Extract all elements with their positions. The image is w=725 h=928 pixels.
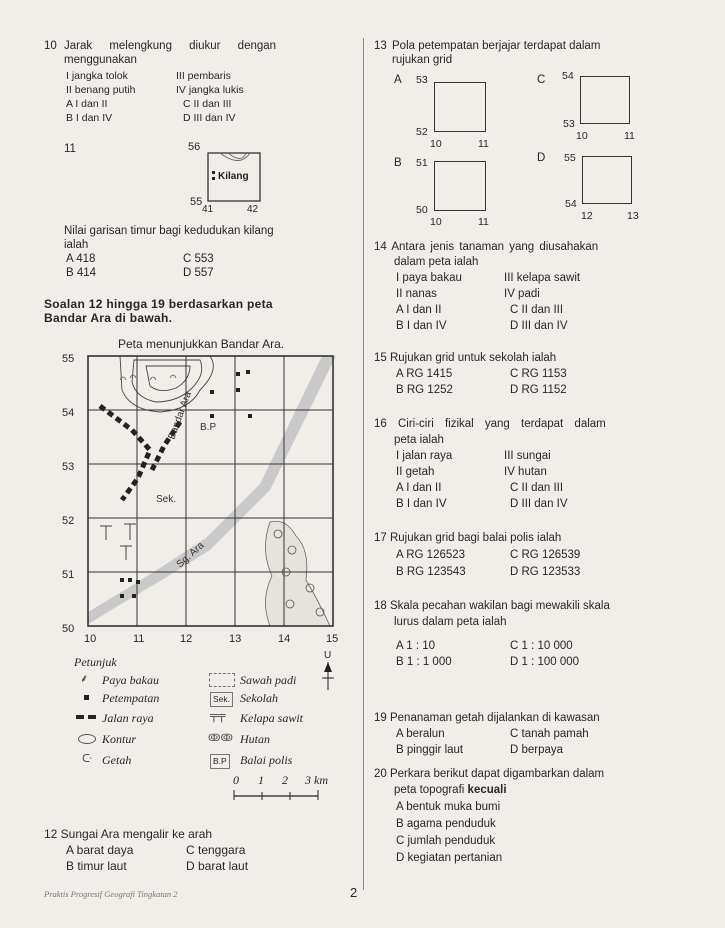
q11-label-55: 55: [190, 196, 203, 208]
q17-answer-b[interactable]: B RG 123543: [396, 566, 466, 578]
map-title: Peta menunjukkan Bandar Ara.: [118, 337, 285, 351]
q13-a-label-b2: 11: [478, 138, 489, 150]
school-legend-icon: Sek.: [210, 692, 233, 707]
contour-legend-icon: [78, 734, 96, 744]
q19-answer-b[interactable]: B pinggir laut: [396, 744, 464, 756]
q18-answer-d[interactable]: D 1 : 100 000: [510, 656, 580, 668]
q18-answer-c[interactable]: C 1 : 10 000: [510, 640, 573, 652]
legend-sekolah: Sekolah: [240, 691, 278, 705]
q16-option-4: IV hutan: [504, 466, 547, 478]
q13-d-label-left: 54: [565, 198, 577, 210]
axis-x-10: 10: [84, 633, 97, 645]
q12-answer-b[interactable]: B timur laut: [66, 859, 127, 873]
q14-option-4: IV padi: [504, 288, 540, 300]
q16-option-2: II getah: [396, 466, 435, 478]
label-sg-ara: Sg. Ara: [174, 540, 207, 571]
q20-text-2-plain: peta topografi: [394, 784, 465, 796]
q12-answer-c[interactable]: C tenggara: [186, 843, 246, 857]
q19-answer-a[interactable]: A beralun: [396, 728, 445, 740]
q19-answer-c[interactable]: C tanah pamah: [510, 728, 589, 740]
sawah-padi-legend-icon: [209, 673, 235, 687]
q10-option-4: IV jangka lukis: [176, 84, 244, 96]
q10-answer-b[interactable]: B I dan IV: [66, 112, 113, 124]
q10-text-2: menggunakan: [64, 54, 137, 66]
scale-label-0: 0: [233, 773, 239, 787]
q11-answer-c[interactable]: C 553: [183, 253, 214, 265]
legend-kelapa-sawit: Kelapa sawit: [240, 711, 304, 725]
legend-getah: Getah: [102, 753, 132, 767]
q10-answer-a[interactable]: A I dan II: [66, 98, 108, 110]
q20-answer-d[interactable]: D kegiatan pertanian: [396, 852, 503, 864]
section-intro-2: Bandar Ara di bawah.: [44, 311, 173, 325]
q13-b-label-top: 51: [416, 157, 428, 169]
legend-jalan-raya: Jalan raya: [102, 711, 154, 725]
label-bp: B.P: [200, 422, 217, 433]
q12-answer-a[interactable]: A barat daya: [66, 843, 134, 857]
q14-answer-d[interactable]: D III dan IV: [510, 320, 568, 332]
q13-option-c-grid[interactable]: [580, 76, 630, 124]
bandar-ara-map: [60, 350, 350, 650]
q11-answer-a[interactable]: A 418: [66, 253, 96, 265]
q11-label-56: 56: [188, 141, 201, 153]
q19-text: 19 Penanaman getah dijalankan di kawasan: [374, 712, 600, 724]
q11-answer-b[interactable]: B 414: [66, 267, 97, 279]
section-intro: Soalan 12 hingga 19 berdasarkan peta: [44, 297, 273, 311]
q13-a-label-top: 53: [416, 74, 428, 86]
label-sek: Sek.: [156, 494, 177, 505]
label-bandar-ara: Bandar Ara: [166, 390, 194, 442]
q13-d-label-b2: 13: [627, 210, 639, 222]
q13-option-d-letter[interactable]: D: [537, 152, 546, 164]
q11-label-42: 42: [247, 204, 259, 215]
q11-text: Nilai garisan timur bagi kedudukan kilang: [64, 225, 274, 237]
q14-answer-a[interactable]: A I dan II: [396, 304, 442, 316]
q14-answer-b[interactable]: B I dan IV: [396, 320, 447, 332]
scale-label-3: 3 km: [305, 773, 328, 787]
axis-y-51: 51: [62, 569, 75, 581]
north-label: U: [324, 650, 332, 661]
north-arrow: [318, 648, 342, 692]
q13-c-label-top: 54: [562, 70, 574, 82]
q13-b-label-b2: 11: [478, 216, 489, 228]
axis-x-15: 15: [326, 633, 339, 645]
rubber-legend-icon: ᑢ: [82, 753, 92, 765]
q16-answer-d[interactable]: D III dan IV: [510, 498, 568, 510]
jalan-raya: [100, 406, 180, 500]
q17-answer-c[interactable]: C RG 126539: [510, 549, 581, 561]
q13-option-b-letter[interactable]: B: [394, 157, 402, 169]
q12-text: 12 Sungai Ara mengalir ke arah: [44, 827, 213, 841]
q16-option-1: I jalan raya: [396, 450, 453, 462]
legend-title: Petunjuk: [74, 655, 117, 669]
q13-option-a-grid[interactable]: [434, 82, 486, 132]
road-legend-icon: [76, 715, 96, 719]
q17-text: 17 Rujukan grid bagi balai polis ialah: [374, 532, 562, 544]
q14-text: 14 Antara jenis tanaman yang diusahakan: [374, 241, 599, 253]
q18-answer-b[interactable]: B 1 : 1 000: [396, 656, 452, 668]
footer-book: Praktis Progresif Geografi Tingkatan 2: [44, 889, 178, 899]
legend-kontur: Kontur: [102, 732, 137, 746]
q10-answer-c[interactable]: C II dan III: [183, 98, 232, 110]
scale-bar: [232, 788, 322, 802]
q13-a-label-left: 52: [416, 126, 428, 138]
q14-option-2: II nanas: [396, 288, 437, 300]
q15-text: 15 Rujukan grid untuk sekolah ialah: [374, 352, 557, 364]
q11-label-41: 41: [202, 204, 214, 215]
q11-text-2: ialah: [64, 239, 89, 251]
settlement-legend-icon: [84, 695, 89, 700]
q13-a-label-b1: 10: [430, 138, 442, 150]
q10-answer-d[interactable]: D III dan IV: [183, 112, 236, 124]
palm-legend-icon: ╤╤: [210, 710, 226, 722]
scale-label-1: 1: [258, 773, 264, 787]
q15-answer-c[interactable]: C RG 1153: [510, 368, 567, 380]
police-legend-icon: B.P: [210, 754, 230, 769]
q16-text: 16 Ciri-ciri fizikal yang terdapat dalam: [374, 418, 606, 430]
q13-d-label-b1: 12: [581, 210, 593, 222]
q11-kilang-label: Kilang: [218, 171, 249, 182]
q18-text: 18 Skala pecahan wakilan bagi mewakili skala: [374, 600, 610, 612]
legend-petempatan: Petempatan: [102, 691, 160, 705]
q13-option-a-letter[interactable]: A: [394, 74, 402, 86]
axis-y-55: 55: [62, 353, 75, 365]
q17-answer-a[interactable]: A RG 126523: [396, 549, 466, 561]
q11-number: 11: [64, 143, 76, 155]
legend-balai-polis: Balai polis: [240, 753, 293, 767]
q13-text: Pola petempatan berjajar terdapat dalam: [392, 40, 601, 52]
q20-answer-c[interactable]: C jumlah penduduk: [396, 835, 496, 847]
axis-x-12: 12: [180, 633, 193, 645]
q16-option-3: III sungai: [504, 450, 551, 462]
legend-sawah-padi: Sawah padi: [240, 673, 297, 687]
q13-b-label-b1: 10: [430, 216, 442, 228]
q13-option-d-grid[interactable]: [582, 156, 632, 204]
q10-number: 10: [44, 40, 57, 52]
q13-d-label-top: 55: [564, 152, 576, 164]
page-number: 2: [350, 885, 358, 900]
q13-number: 13: [374, 40, 387, 52]
q10-text: Jarak melengkung diukur dengan: [64, 40, 277, 52]
axis-x-14: 14: [278, 633, 291, 645]
q16-answer-c[interactable]: C II dan III: [510, 482, 564, 494]
q14-option-3: III kelapa sawit: [504, 272, 581, 284]
axis-y-52: 52: [62, 515, 75, 527]
q20-text: 20 Perkara berikut dapat digambarkan dalam: [374, 768, 605, 780]
q10-option-2: II benang putih: [66, 84, 136, 96]
q13-c-label-left: 53: [563, 118, 575, 130]
q16-answer-b[interactable]: B I dan IV: [396, 498, 447, 510]
q13-text-2: rujukan grid: [392, 54, 453, 66]
forest-legend-icon: ↂↂ: [208, 733, 233, 744]
q20-text-2: [394, 784, 507, 797]
q20-answer-b[interactable]: B agama penduduk: [396, 818, 496, 830]
q13-option-c-letter[interactable]: C: [537, 74, 546, 86]
axis-y-50: 50: [62, 623, 75, 635]
q11-grid-figure: [180, 138, 290, 218]
q11-answer-d[interactable]: D 557: [183, 267, 214, 279]
q15-answer-d[interactable]: D RG 1152: [510, 384, 567, 396]
q14-text-2: dalam peta ialah: [394, 256, 479, 268]
q20-kecuali: kecuali: [467, 784, 507, 796]
q13-b-label-left: 50: [416, 204, 428, 216]
q15-answer-a[interactable]: A RG 1415: [396, 368, 453, 380]
kelapa-sawit-symbols: [100, 524, 136, 560]
q13-c-label-b2: 11: [624, 130, 635, 142]
legend-hutan: Hutan: [240, 732, 270, 746]
axis-y-53: 53: [62, 461, 75, 473]
q10-option-3: III pembaris: [176, 70, 231, 82]
q18-text-2: lurus dalam peta ialah: [394, 616, 507, 628]
scale-label-2: 2: [282, 773, 288, 787]
q19-answer-d[interactable]: D berpaya: [510, 744, 564, 756]
q16-answer-a[interactable]: A I dan II: [396, 482, 442, 494]
paya-bakau-legend-icon: ⸙: [80, 673, 89, 685]
column-divider: [363, 38, 364, 890]
q18-answer-a[interactable]: A 1 : 10: [396, 640, 436, 652]
q13-option-b-grid[interactable]: [434, 161, 486, 211]
q14-answer-c[interactable]: C II dan III: [510, 304, 564, 316]
q17-answer-d[interactable]: D RG 123533: [510, 566, 581, 578]
q12-answer-d[interactable]: D barat laut: [186, 859, 249, 873]
axis-x-13: 13: [229, 633, 242, 645]
q14-option-1: I paya bakau: [396, 272, 462, 284]
q13-c-label-b1: 10: [576, 130, 588, 142]
legend-paya-bakau: Paya bakau: [102, 673, 159, 687]
q15-answer-b[interactable]: B RG 1252: [396, 384, 453, 396]
q20-answer-a[interactable]: A bentuk muka bumi: [396, 801, 501, 813]
q10-option-1: I jangka tolok: [66, 70, 128, 82]
q16-text-2: peta ialah: [394, 434, 444, 446]
axis-x-11: 11: [133, 633, 145, 645]
axis-y-54: 54: [62, 407, 75, 419]
